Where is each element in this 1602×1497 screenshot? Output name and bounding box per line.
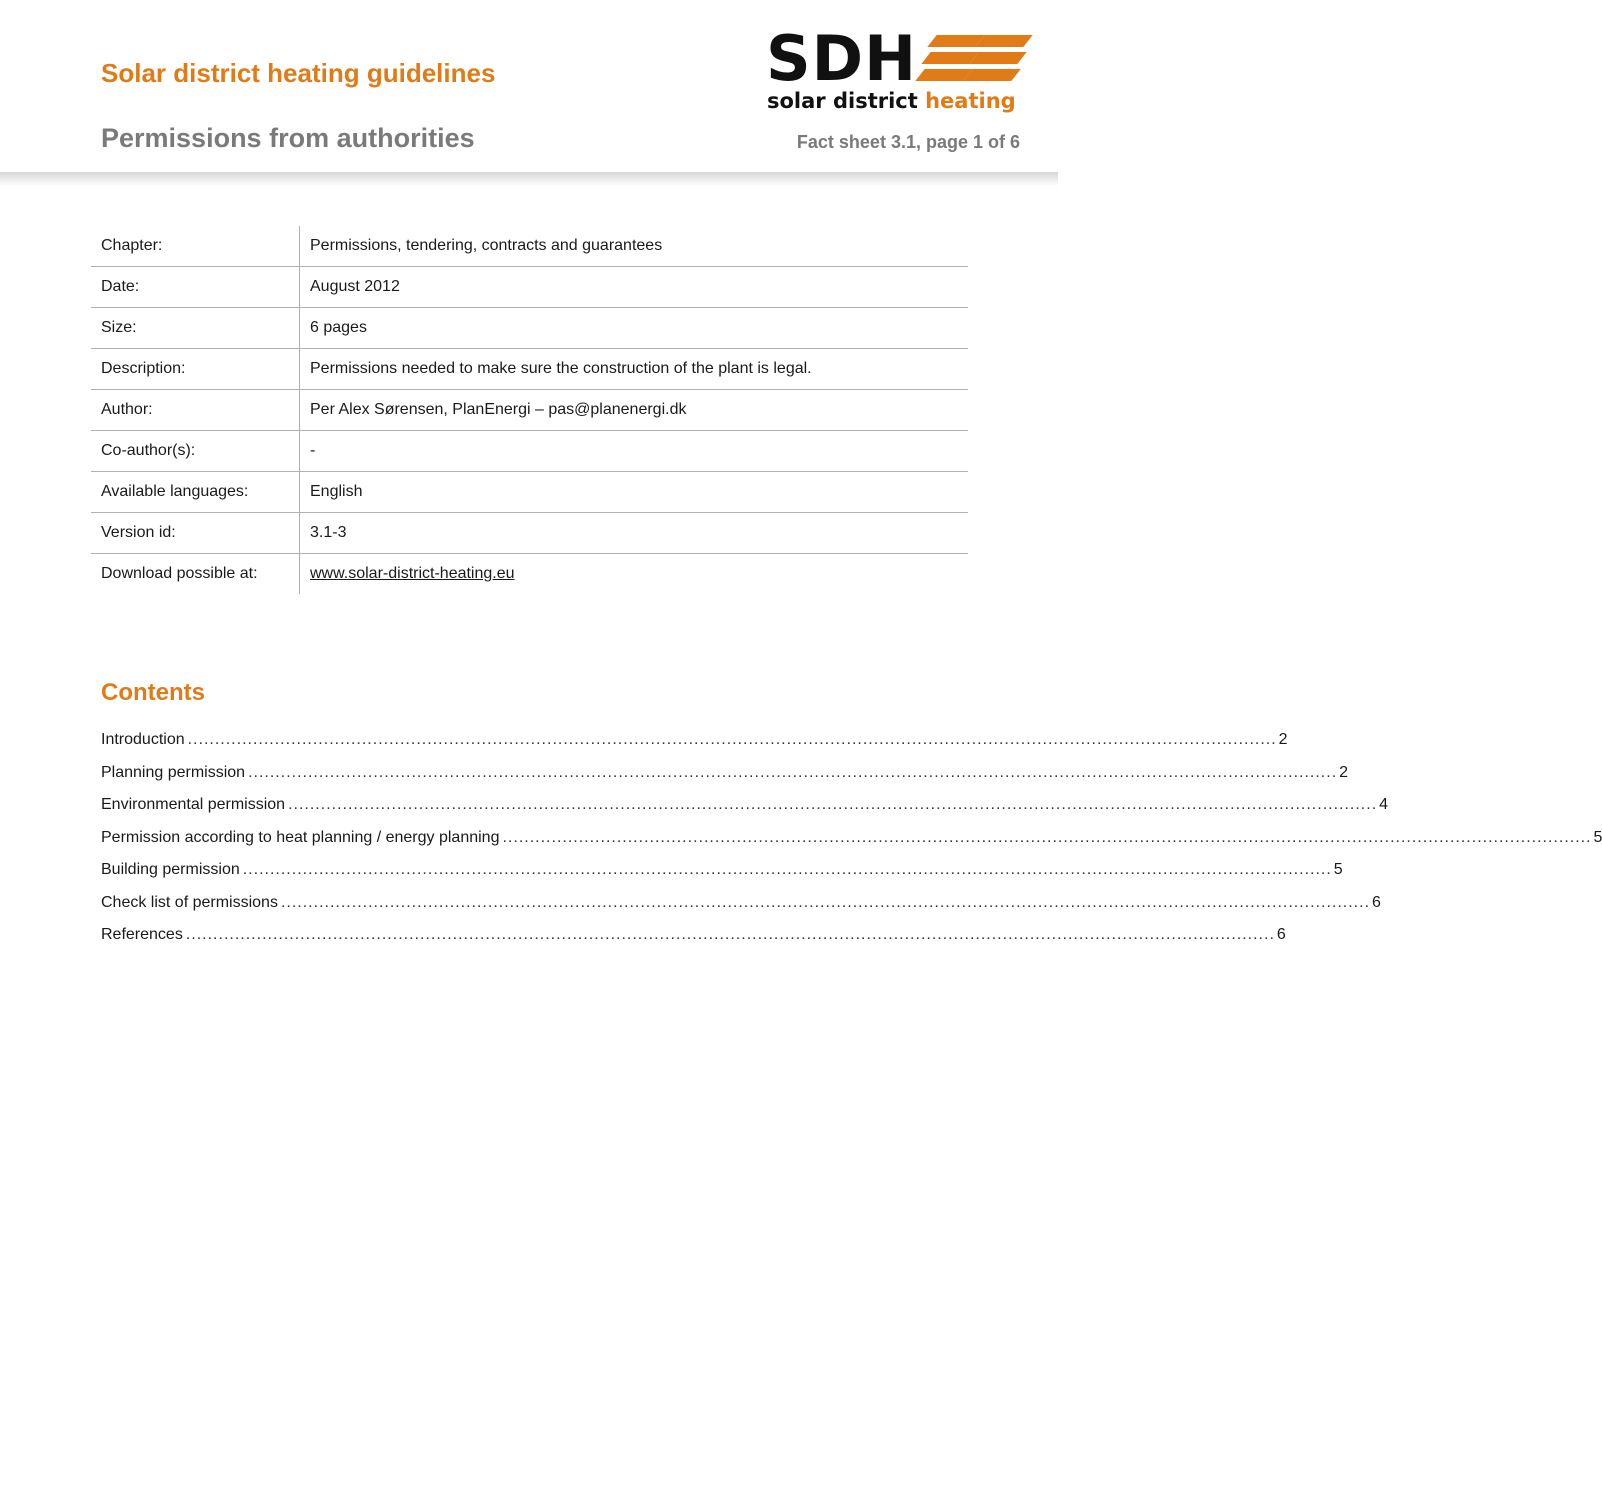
table-row bbox=[91, 431, 968, 472]
info-value: 3.1-3 bbox=[300, 513, 969, 554]
toc-entry[interactable] bbox=[101, 763, 1349, 797]
info-label: Date: bbox=[91, 267, 300, 308]
toc-entry[interactable] bbox=[101, 828, 1602, 862]
logo-subtitle-dark: solar district bbox=[767, 89, 918, 113]
logo-subtitle-accent: heating bbox=[925, 89, 1016, 113]
table-row bbox=[91, 472, 968, 513]
toc-dot-leader: ........................................................................................................................................................................................................ bbox=[280, 893, 1371, 911]
toc-dot-leader: ........................................................................................................................................................................................................ bbox=[187, 731, 1277, 748]
info-value: Permissions, tendering, contracts and guarantees bbox=[300, 226, 969, 267]
info-label: Download possible at: bbox=[91, 554, 300, 595]
toc-entry-title: Environmental permission bbox=[101, 796, 286, 813]
toc-entry[interactable] bbox=[101, 893, 1381, 927]
table-row bbox=[91, 390, 968, 431]
logo-subtitle bbox=[767, 89, 1016, 113]
toc-dot-leader: ........................................................................................................................................................................................................ bbox=[185, 926, 1275, 943]
logo-mark: SDH bbox=[766, 22, 918, 95]
toc-entry-page: 2 bbox=[1278, 731, 1288, 748]
page-header bbox=[0, 0, 1058, 172]
toc-entry-title: Planning permission bbox=[101, 763, 246, 781]
toc-entry-page: 4 bbox=[1379, 796, 1389, 813]
info-label: Chapter: bbox=[91, 226, 300, 267]
toc-dot-leader: ........................................................................................................................................................................................................ bbox=[248, 763, 1338, 781]
contents-heading: Contents bbox=[101, 679, 205, 706]
toc-entry-page: 5 bbox=[1593, 828, 1602, 846]
toc-entry-title: Building permission bbox=[101, 861, 240, 878]
table-row bbox=[91, 349, 968, 390]
toc-entry[interactable] bbox=[101, 731, 1288, 764]
info-label: Author: bbox=[91, 390, 300, 431]
table-row bbox=[91, 513, 968, 554]
info-label: Size: bbox=[91, 308, 300, 349]
toc-entry-title: References bbox=[101, 926, 183, 943]
info-value: 6 pages bbox=[300, 308, 969, 349]
header-shadow bbox=[0, 172, 1058, 186]
info-value: English bbox=[300, 472, 969, 513]
info-label: Description: bbox=[91, 349, 300, 390]
info-value bbox=[300, 554, 969, 595]
info-value: August 2012 bbox=[300, 267, 969, 308]
download-link[interactable]: www.solar-district-heating.eu bbox=[310, 565, 515, 582]
toc-dot-leader: ........................................................................................................................................................................................................ bbox=[242, 861, 1332, 878]
toc-entry-page: 2 bbox=[1339, 763, 1349, 781]
toc-entry[interactable] bbox=[101, 861, 1343, 894]
table-row bbox=[91, 267, 968, 308]
toc-entry-page: 6 bbox=[1276, 926, 1286, 943]
info-label: Co-author(s): bbox=[91, 431, 300, 472]
toc-dot-leader: ........................................................................................................................................................................................................ bbox=[288, 796, 1378, 813]
info-value: Permissions needed to make sure the construction of the plant is legal. bbox=[300, 349, 969, 390]
guidelines-title: Solar district heating guidelines bbox=[101, 58, 496, 88]
table-of-contents bbox=[101, 731, 1602, 959]
table-row bbox=[91, 226, 968, 267]
toc-entry-page: 5 bbox=[1333, 861, 1343, 878]
sdh-logo bbox=[766, 22, 1028, 120]
toc-dot-leader: ........................................................................................................................................................................................................ bbox=[502, 828, 1592, 846]
info-value: - bbox=[300, 431, 969, 472]
info-label: Available languages: bbox=[91, 472, 300, 513]
toc-entry-title: Permission according to heat planning / energy planning bbox=[101, 828, 500, 846]
toc-entry[interactable] bbox=[101, 796, 1389, 829]
info-label: Version id: bbox=[91, 513, 300, 554]
table-row bbox=[91, 308, 968, 349]
fact-sheet-label: Fact sheet 3.1, page 1 of 6 bbox=[796, 132, 1020, 152]
document-info-table bbox=[91, 226, 968, 594]
info-value: Per Alex Sørensen, PlanEnergi – pas@planenergi.dk bbox=[300, 390, 969, 431]
toc-entry-title: Check list of permissions bbox=[101, 893, 278, 911]
toc-entry-title: Introduction bbox=[101, 731, 185, 748]
toc-entry[interactable] bbox=[101, 926, 1286, 959]
toc-entry-page: 6 bbox=[1372, 893, 1381, 911]
table-row bbox=[91, 554, 968, 595]
document-title: Permissions from authorities bbox=[101, 123, 475, 153]
